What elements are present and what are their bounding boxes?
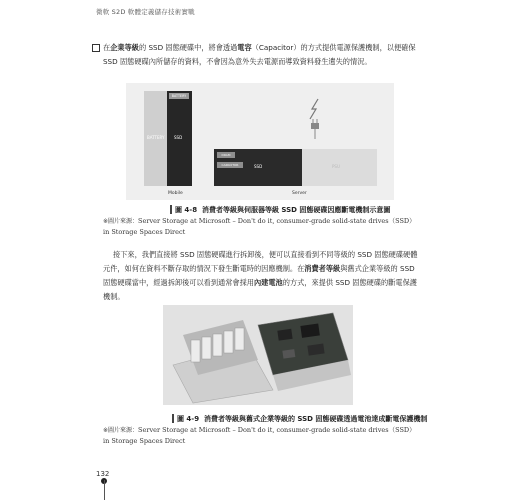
server-power-block — [302, 149, 377, 186]
note-label: ※圖片來源： — [103, 427, 139, 434]
server-ssd-block — [214, 149, 302, 186]
image-source-note: ※圖片來源：Server Storage at Microsoft – Don't do it, consumer-grade solid-state drives（SSD） in Storage Spaces Direct — [103, 217, 416, 236]
caption-bar — [172, 414, 174, 423]
capacitor-chip: CAPACITOR — [217, 162, 243, 168]
bullet-paragraph: 在企業等級的 SSD 固態硬碟中，將會透過電容（Capacitor）的方式提供電源保護機制，以便確保 SSD 固態硬碟內所儲存的資料，不會因為意外失去電源而導致資料發生遺失的情況。 — [103, 41, 421, 69]
page-marker-line — [104, 480, 105, 500]
page-number: 132 — [96, 470, 110, 478]
note-label: ※圖片來源： — [103, 218, 139, 225]
power-plug-icon — [304, 97, 326, 139]
bold-term: 企業等級 — [110, 43, 139, 52]
bold-term: 電容 — [237, 43, 252, 52]
battery-tag: BATTERY — [169, 93, 189, 99]
ssd-teardown-photo — [163, 305, 353, 405]
bold-term: 內建電池 — [253, 278, 283, 287]
psu-label: PSU — [332, 164, 340, 169]
bold-term: 消費者等級 — [304, 264, 341, 273]
server-label: Server — [292, 191, 307, 196]
dram-chip: DRAM — [217, 152, 235, 158]
checkbox-bullet-icon — [92, 44, 100, 52]
battery-label: BATTERY — [147, 135, 165, 140]
running-header: 微軟 S2D 軟體定義儲存技術實戰 — [96, 8, 195, 16]
ssd-label: SSD — [174, 135, 183, 140]
figure-caption: 圖 4-8 消費者等級與伺服器等級 SSD 固態硬碟因應斷電機制示意圖 — [175, 206, 391, 214]
mobile-ssd-block — [167, 91, 192, 186]
mobile-label: Mobile — [168, 191, 183, 196]
body-paragraph: 接下來，我們直接將 SSD 固態硬碟進行拆卸後，便可以直接看到不同等級的 SSD 固態硬碟硬體元件，如何在資料不斷存取的情況下發生斷電時的因應機制。在消費者等級與舊式企業等級的 SSD 固態硬碟當中，經過拆卸後可以看到通常會採用內建電池的方式，來提供 SSD 固態硬碟的斷電保護機制。 — [103, 250, 418, 301]
figure-caption: 圖 4-9 消費者等級與舊式企業等級的 SSD 固態硬碟透過電池達成斷電保護機制 — [177, 415, 428, 423]
image-source-note: ※圖片來源：Server Storage at Microsoft – Don't do it, consumer-grade solid-state drives（SSD） in Storage Spaces Direct — [103, 426, 416, 445]
ssd-photo-illustration — [163, 305, 353, 405]
caption-bar — [170, 205, 172, 214]
server-ssd-label: SSD — [254, 164, 263, 169]
figure-4-8 — [126, 83, 394, 200]
